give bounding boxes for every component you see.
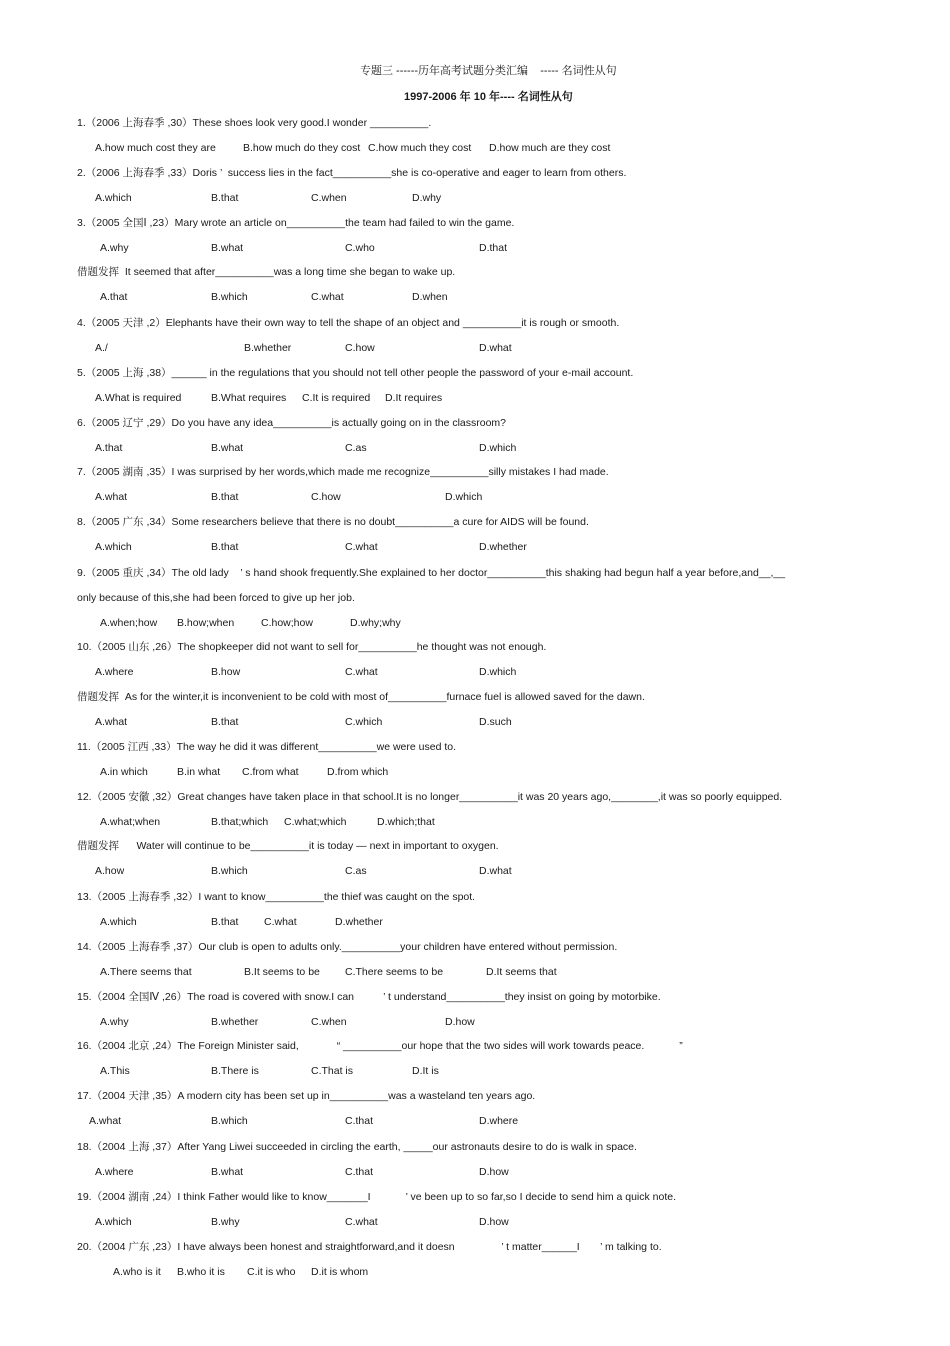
answer-option: C.It is required <box>302 392 371 404</box>
answer-option: C.what <box>345 541 378 553</box>
answer-option: B.which <box>211 291 248 303</box>
answer-option: A.that <box>100 291 128 303</box>
answer-option: D.It requires <box>385 392 443 404</box>
answer-option: A.what <box>89 1115 122 1127</box>
answer-option: C.what <box>311 291 344 303</box>
answer-option: C.when <box>311 192 347 204</box>
answer-option: A.that <box>95 442 123 454</box>
question-stem: 14.（2005 上海春季 ,37）Our club is open to adults only.__________your children have entered without permission. <box>77 941 618 953</box>
answer-option: D.where <box>479 1115 519 1127</box>
answer-option: A.where <box>95 666 134 678</box>
answer-option: C.what <box>345 1216 378 1228</box>
answer-option: C.which <box>345 716 383 728</box>
question-stem: 18.（2004 上海 ,37）After Yang Liwei succeeded in circling the earth, _____our astronauts desire to do is walk in space. <box>77 1141 637 1153</box>
answer-option: D.how <box>479 1216 509 1228</box>
question-stem: 2.（2006 上海春季 ,33）Doris ’ success lies in the fact__________she is co-operative and eager to learn from others. <box>77 167 627 179</box>
answer-option: B.whether <box>244 342 292 354</box>
answer-option: D.how <box>445 1016 475 1028</box>
answer-option: A.what <box>95 716 128 728</box>
answer-option: C.who <box>345 242 375 254</box>
answer-option: A.where <box>95 1166 134 1178</box>
question-stem: 借题发挥 It seemed that after__________was a long time she began to wake up. <box>77 266 456 278</box>
question-stem: 19.（2004 湖南 ,24）I think Father would like to know_______I ’ ve been up to so far,so I decide to send him a quick note. <box>77 1191 677 1203</box>
answer-option: C.from what <box>242 766 299 778</box>
answer-option: C.how much they cost <box>368 142 472 154</box>
answer-option: D.that <box>479 242 508 254</box>
answer-option: C.that <box>345 1115 374 1127</box>
answer-option: A.what;when <box>100 816 161 828</box>
question-stem: 16.（2004 北京 ,24）The Foreign Minister said, “ __________our hope that the two sides will work towards peace. ” <box>77 1040 683 1052</box>
answer-option: D.whether <box>335 916 383 928</box>
answer-option: C.how;how <box>261 617 313 629</box>
answer-option: D.which <box>479 442 517 454</box>
question-stem: 7.（2005 湖南 ,35）I was surprised by her words,which made me recognize__________silly mistakes I had made. <box>77 466 609 478</box>
answer-option: A.which <box>95 1216 132 1228</box>
answer-option: D.which <box>479 666 517 678</box>
answer-option: D.how much are they cost <box>489 142 611 154</box>
question-stem: 11.（2005 江西 ,33）The way he did it was different__________we were used to. <box>77 741 457 753</box>
answer-option: B.how <box>211 666 241 678</box>
answer-option: B.which <box>211 865 248 877</box>
answer-option: C.what;which <box>284 816 347 828</box>
answer-option: B.What requires <box>211 392 287 404</box>
answer-option: D.such <box>479 716 512 728</box>
answer-option: A.who is it <box>113 1266 161 1278</box>
answer-option: B.why <box>211 1216 240 1228</box>
question-stem: 13.（2005 上海春季 ,32）I want to know__________the thief was caught on the spot. <box>77 891 476 903</box>
question-stem: 4.（2005 天津 ,2）Elephants have their own way to tell the shape of an object and __________it is rough or smooth. <box>77 317 620 329</box>
question-stem: 9.（2005 重庆 ,34）The old lady ’ s hand shook frequently.She explained to her doctor__________this shaking had begun half a year before,and__,__ <box>77 567 786 579</box>
answer-option: C.as <box>345 865 367 877</box>
answer-option: B.what <box>211 1166 244 1178</box>
answer-option: B.who it is <box>177 1266 225 1278</box>
answer-option: B.that <box>211 916 239 928</box>
answer-option: C.as <box>345 442 367 454</box>
answer-option: B.how;when <box>177 617 235 629</box>
answer-option: C.it is who <box>247 1266 296 1278</box>
answer-option: A.how <box>95 865 125 877</box>
question-stem: 3.（2005 全国Ⅰ ,23）Mary wrote an article on__________the team had failed to win the game. <box>77 217 515 229</box>
question-stem: 17.（2004 天津 ,35）A modern city has been set up in__________was a wasteland ten years ago. <box>77 1090 536 1102</box>
answer-option: A.which <box>95 192 132 204</box>
answer-option: A.why <box>100 1016 129 1028</box>
answer-option: D.what <box>479 342 512 354</box>
answer-option: A.in which <box>100 766 148 778</box>
answer-option: B.that <box>211 716 239 728</box>
answer-option: B.It seems to be <box>244 966 320 978</box>
answer-option: D.how <box>479 1166 509 1178</box>
answer-option: B.what <box>211 442 244 454</box>
answer-option: D.why <box>412 192 442 204</box>
answer-option: B.that;which <box>211 816 269 828</box>
answer-option: C.that <box>345 1166 374 1178</box>
question-stem: 15.（2004 全国Ⅳ ,26）The road is covered with snow.I can ’ t understand__________they insist on going by motorbike. <box>77 991 661 1003</box>
answer-option: C.how <box>345 342 375 354</box>
question-stem: 6.（2005 辽宁 ,29）Do you have any idea__________is actually going on in the classroom? <box>77 417 507 429</box>
answer-option: C.how <box>311 491 341 503</box>
answer-option: D.why;why <box>350 617 401 629</box>
answer-option: D.what <box>479 865 512 877</box>
answer-option: A.which <box>95 541 132 553</box>
question-stem: 5.（2005 上海 ,38）______ in the regulations that you should not tell other people the password of your e-mail account. <box>77 367 634 379</box>
question-stem-continued: only because of this,she had been forced to give up her job. <box>77 592 355 604</box>
question-stem: 20.（2004 广东 ,23）I have always been honest and straightforward,and it doesn ’ t matter______I ’ m talking to. <box>77 1241 662 1253</box>
question-stem: 借题发挥 Water will continue to be__________it is today — next in important to oxygen. <box>77 840 499 852</box>
answer-option: A.why <box>100 242 129 254</box>
question-stem: 10.（2005 山东 ,26）The shopkeeper did not want to sell for__________he thought was not enough. <box>77 641 547 653</box>
page-title: 专题三 ------历年高考试题分类汇编 ----- 名词性从句 <box>360 65 617 77</box>
answer-option: B.whether <box>211 1016 259 1028</box>
question-stem: 借题发挥 As for the winter,it is inconvenient to be cold with most of__________furnace fuel is allowed saved for the dawn. <box>77 691 645 703</box>
question-stem: 1.（2006 上海春季 ,30）These shoes look very good.I wonder __________. <box>77 117 432 129</box>
answer-option: B.what <box>211 242 244 254</box>
answer-option: D.from which <box>327 766 389 778</box>
answer-option: C.what <box>264 916 297 928</box>
answer-option: C.That is <box>311 1065 354 1077</box>
answer-option: C.what <box>345 666 378 678</box>
answer-option: D.whether <box>479 541 527 553</box>
answer-option: D.It is <box>412 1065 439 1077</box>
answer-option: D.which <box>445 491 483 503</box>
answer-option: A.What is required <box>95 392 182 404</box>
answer-option: C.when <box>311 1016 347 1028</box>
answer-option: A./ <box>95 342 108 354</box>
answer-option: A.which <box>100 916 137 928</box>
answer-option: B.which <box>211 1115 248 1127</box>
answer-option: B.how much do they cost <box>243 142 361 154</box>
answer-option: D.it is whom <box>311 1266 369 1278</box>
answer-option: A.when;how <box>100 617 158 629</box>
question-stem: 8.（2005 广东 ,34）Some researchers believe that there is no doubt__________a cure for AIDS will be found. <box>77 516 589 528</box>
answer-option: C.There seems to be <box>345 966 444 978</box>
answer-option: B.There is <box>211 1065 259 1077</box>
question-stem: 12.（2005 安徽 ,32）Great changes have taken place in that school.It is no longer__________it was 20 years ago,________,it was so poorly equipped. <box>77 791 783 803</box>
answer-option: D.It seems that <box>486 966 557 978</box>
answer-option: B.that <box>211 491 239 503</box>
answer-option: D.which;that <box>377 816 435 828</box>
answer-option: B.in what <box>177 766 221 778</box>
answer-option: A.how much cost they are <box>95 142 216 154</box>
answer-option: B.that <box>211 541 239 553</box>
answer-option: D.when <box>412 291 448 303</box>
answer-option: A.This <box>100 1065 130 1077</box>
answer-option: A.There seems that <box>100 966 192 978</box>
answer-option: B.that <box>211 192 239 204</box>
answer-option: A.what <box>95 491 128 503</box>
page-subtitle: 1997-2006 年 10 年---- 名词性从句 <box>404 91 573 103</box>
